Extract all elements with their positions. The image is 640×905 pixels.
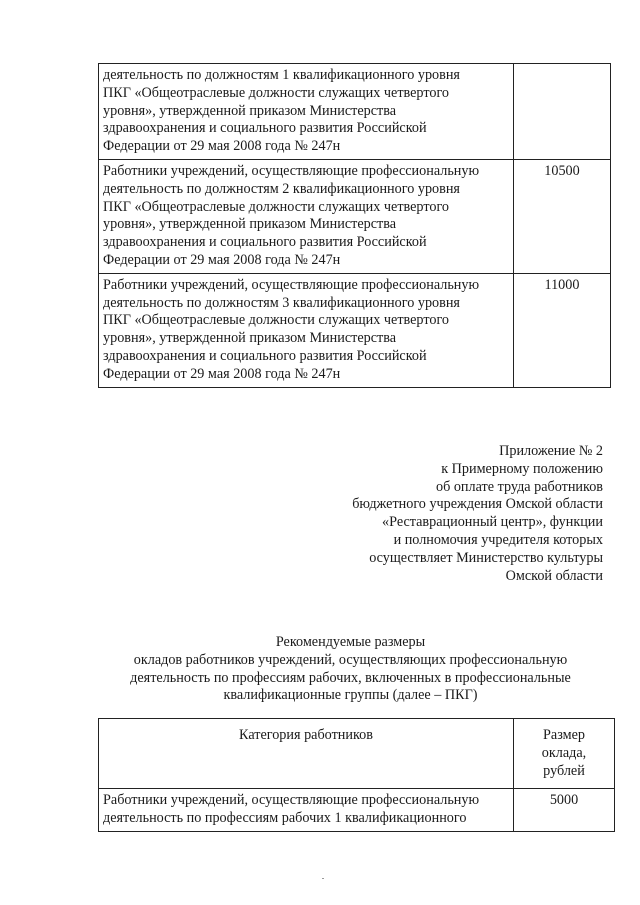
salary-table-continued (98, 63, 611, 388)
category-line: здравоохранения и социального развития Российской (103, 120, 427, 137)
salary-value-cell: 5000 (514, 789, 615, 832)
section-heading (98, 634, 603, 705)
salary-value-cell: 11000 (514, 273, 611, 387)
category-cell (99, 273, 514, 387)
table-header-row (99, 719, 615, 789)
category-line: Федерации от 29 мая 2008 года № 247н (103, 138, 341, 155)
table-row (99, 159, 611, 273)
category-line: Федерации от 29 мая 2008 года № 247н (103, 365, 341, 382)
salary-value-cell (514, 64, 611, 160)
column-header-size (514, 719, 615, 789)
appendix-line: «Реставрационный центр», функции (382, 514, 603, 531)
appendix-line: об оплате труда работников (435, 478, 603, 495)
category-line: уровня», утвержденной приказом Министерства (103, 102, 397, 119)
category-line: ПКГ «Общеотраслевые должности служащих четвертого (103, 84, 449, 101)
category-line: деятельность по профессиям рабочих 1 квалификационного (103, 809, 467, 826)
category-line: ПКГ «Общеотраслевые должности служащих четвертого (103, 198, 449, 215)
appendix-line: Омской области (505, 567, 603, 584)
column-header-category: Категория работников (99, 719, 514, 789)
appendix-line: и полномочия учредителя которых (393, 531, 603, 548)
heading-line: квалификационные группы (далее – ПКГ) (223, 687, 478, 704)
category-line: здравоохранения и социального развития Российской (103, 234, 427, 251)
heading-line: Рекомендуемые размеры (275, 634, 426, 650)
appendix-header (283, 443, 603, 585)
table-row (99, 273, 611, 387)
category-line: Федерации от 29 мая 2008 года № 247н (103, 251, 341, 268)
category-line: уровня», утвержденной приказом Министерства (103, 216, 397, 233)
category-cell (99, 789, 514, 832)
category-line: Работники учреждений, осуществляющие профессиональную (103, 792, 480, 808)
table-row (99, 64, 611, 160)
category-line: деятельность по должностям 3 квалификационного уровня (103, 294, 460, 311)
appendix-line: к Примерному положению (441, 460, 603, 477)
category-line: уровня», утвержденной приказом Министерства (103, 330, 397, 347)
size-header-line: оклада, (541, 744, 587, 761)
appendix-line: бюджетного учреждения Омской области (352, 496, 603, 513)
appendix-line: Приложение № 2 (499, 443, 603, 459)
category-cell (99, 64, 514, 160)
category-cell (99, 159, 514, 273)
category-line: ПКГ «Общеотраслевые должности служащих четвертого (103, 312, 449, 329)
worker-salary-table (98, 718, 615, 832)
scan-speck (322, 878, 324, 879)
heading-line: деятельность по профессиям рабочих, включенных в профессиональные (130, 669, 571, 686)
size-header-line: Размер (543, 727, 585, 743)
appendix-line: осуществляет Министерство культуры (369, 549, 603, 566)
category-line: деятельность по должностям 2 квалификационного уровня (103, 180, 460, 197)
heading-line: окладов работников учреждений, осуществляющих профессиональную (133, 651, 568, 668)
category-line: здравоохранения и социального развития Российской (103, 347, 427, 364)
category-line: Работники учреждений, осуществляющие профессиональную (103, 162, 480, 179)
size-header-line: рублей (543, 762, 585, 779)
table-row (99, 789, 615, 832)
category-line: Работники учреждений, осуществляющие профессиональную (103, 276, 480, 293)
category-line: деятельность по должностям 1 квалификационного уровня (103, 67, 460, 83)
salary-value-cell: 10500 (514, 159, 611, 273)
